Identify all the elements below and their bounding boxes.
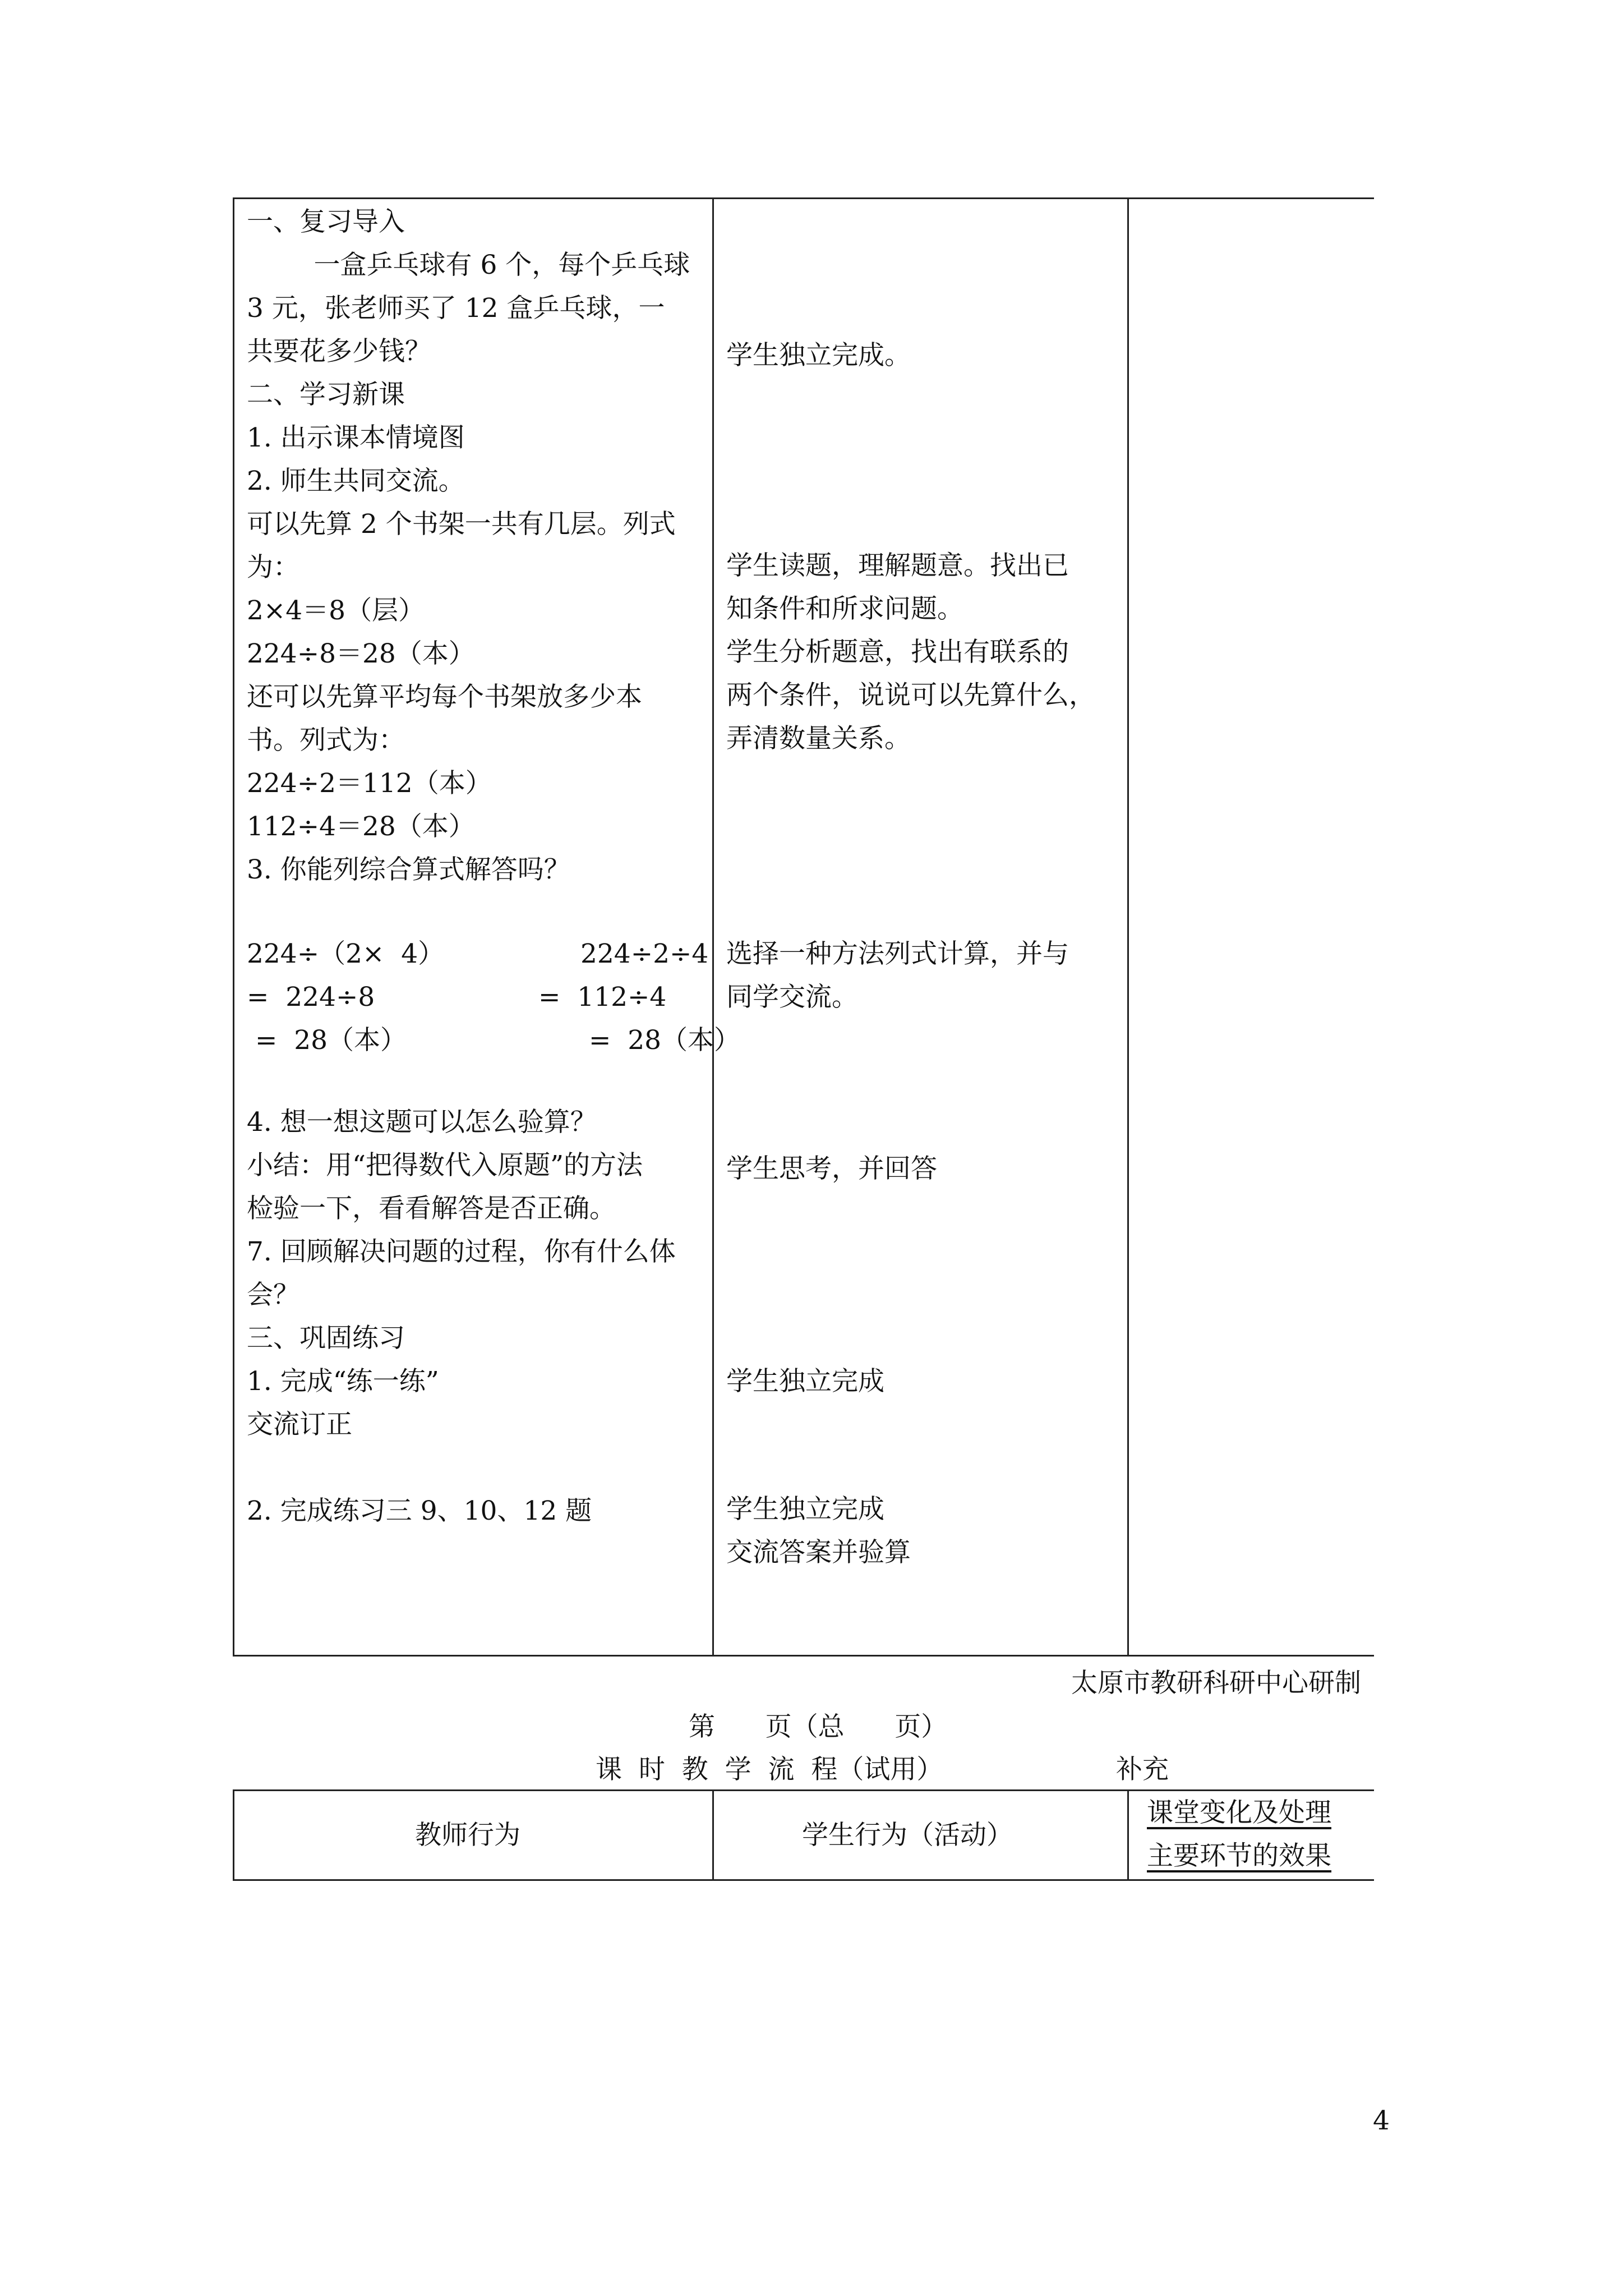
student-line: 知条件和所求问题。 [726, 593, 963, 624]
page-number: 4 [1373, 2105, 1390, 2136]
student-line: 两个条件，说说可以先算什么， [726, 680, 1095, 711]
student-line: 同学交流。 [726, 982, 858, 1013]
teacher-behavior-header: 教师行为 [415, 1820, 520, 1851]
student-line: 学生分析题意，找出有联系的 [726, 637, 1069, 668]
teacher-line: 小结：用“把得数代入原题”的方法 [247, 1150, 643, 1181]
teacher-line: 还可以先算平均每个书架放多少本 [247, 682, 642, 712]
page-count-line: 第 页（总 页） [689, 1711, 948, 1742]
table-left-border [233, 197, 234, 1656]
teacher-line: 4. 想一想这题可以怎么验算？ [247, 1107, 597, 1138]
teacher-line: 224÷8＝28（本） [247, 638, 475, 669]
teacher-line: 224÷2＝112（本） [247, 768, 492, 799]
teacher-line: 112÷4＝28（本） [247, 811, 475, 842]
teacher-line: 一盒乒乓球有 6 个，每个乒乓球 [247, 250, 690, 280]
calc-line: 224÷2÷4 [580, 938, 709, 969]
student-line: 交流答案并验算 [726, 1537, 911, 1568]
calc-line: = 224÷8 [247, 982, 375, 1013]
teacher-line: 书。列式为： [247, 725, 405, 756]
header-table-bottom [233, 1879, 1374, 1881]
org-label: 太原市教研科研中心研制 [1071, 1668, 1361, 1699]
calc-line: = 28（本） [247, 1025, 407, 1056]
teacher-line: 3. 你能列综合算式解答吗？ [247, 854, 570, 885]
calc-line: = 112÷4 [538, 982, 667, 1013]
teacher-line: 三、巩固练习 [247, 1323, 405, 1354]
teacher-line: 共要花多少钱？ [247, 336, 431, 367]
student-line: 弄清数量关系。 [726, 723, 911, 754]
student-line: 学生读题，理解题意。找出已 [726, 550, 1069, 581]
header-table-divider-1 [712, 1789, 714, 1881]
student-line: 学生独立完成。 [726, 340, 911, 371]
table-col-divider-2 [1127, 197, 1129, 1656]
student-line: 选择一种方法列式计算，并与 [726, 938, 1069, 969]
effect-header-line-1: 课堂变化及处理 [1147, 1797, 1331, 1828]
table-top-border [233, 197, 1374, 199]
header-table-divider-2 [1127, 1789, 1129, 1881]
teacher-line: 3 元，张老师买了 12 盒乒乓球，一 [247, 293, 665, 324]
student-behavior-header: 学生行为（活动） [802, 1820, 1013, 1851]
teacher-line: 2×4＝8（层） [247, 595, 425, 626]
student-line: 学生独立完成 [726, 1366, 884, 1397]
teacher-line: 2. 完成练习三 9、10、12 题 [247, 1496, 592, 1526]
teacher-line: 1. 完成“练一练” [247, 1366, 439, 1397]
teacher-line: 会？ [247, 1280, 299, 1310]
student-line: 学生独立完成 [726, 1494, 884, 1525]
flow-title: 课 时 教 学 流 程（试用） [596, 1754, 943, 1785]
teacher-line: 二、学习新课 [247, 379, 405, 410]
teacher-line: 7. 回顾解决问题的过程，你有什么体 [247, 1236, 676, 1267]
teacher-line: 1. 出示课本情境图 [247, 422, 465, 453]
table-col-divider-1 [712, 197, 714, 1656]
teacher-line: 一、复习导入 [247, 206, 405, 237]
effect-header-line-2: 主要环节的效果 [1147, 1841, 1331, 1871]
student-line: 学生思考，并回答 [726, 1153, 937, 1184]
calc-line: = 28（本） [580, 1025, 741, 1056]
header-table-left [233, 1789, 234, 1881]
teacher-line: 可以先算 2 个书架一共有几层。列式 [247, 509, 676, 540]
supplement-label: 补充 [1116, 1754, 1169, 1785]
teacher-line: 检验一下，看看解答是否正确。 [247, 1193, 616, 1224]
calc-line: 224÷（2× 4） [247, 938, 445, 969]
teacher-line: 交流订正 [247, 1409, 352, 1440]
table-bottom-border [233, 1655, 1374, 1657]
teacher-line: 为： [247, 552, 299, 583]
teacher-line: 2. 师生共同交流。 [247, 466, 465, 496]
